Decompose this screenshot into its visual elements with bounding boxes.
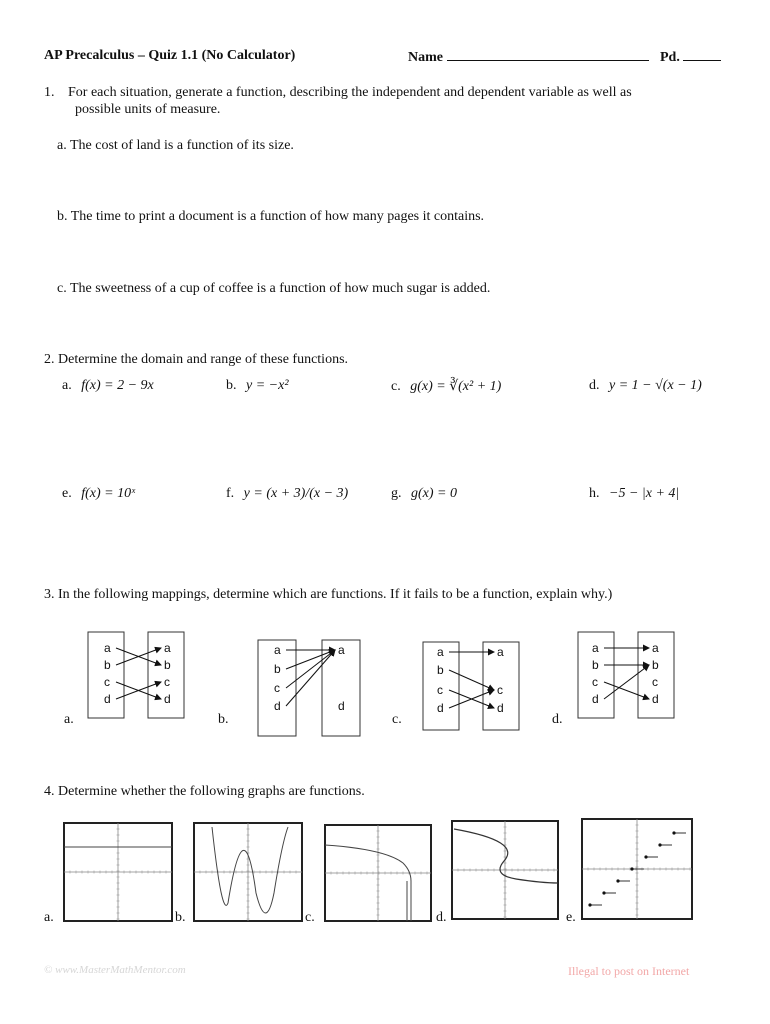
q2-item-h	[589, 486, 679, 502]
mapping-a-range-a: a	[164, 641, 171, 655]
q2-label-b: b.	[226, 378, 237, 393]
q2-label-f: f.	[226, 486, 235, 501]
period-blank[interactable]	[683, 48, 721, 61]
q2-item-a	[62, 378, 154, 394]
period-field[interactable]	[660, 48, 721, 66]
mapping-b-domain-b: b	[274, 662, 281, 676]
q1-number: 1.	[44, 85, 55, 100]
name-field[interactable]	[408, 48, 649, 66]
graph-e-step-dot	[616, 879, 619, 882]
mapping-a-range-b: b	[164, 658, 171, 672]
mapping-c-arrow-b	[449, 670, 494, 690]
q2-expr-c: g(x) = ∛(x² + 1)	[410, 379, 502, 394]
q2-item-d	[589, 378, 702, 394]
q4-label-b: b.	[175, 910, 186, 925]
mapping-a-domain-d: d	[104, 692, 111, 706]
q1-item-a: a. The cost of land is a function of its size.	[57, 138, 294, 153]
mapping-a-domain-b: b	[104, 658, 111, 672]
graph-e-step-dot	[644, 855, 647, 858]
mapping-a-range-c: c	[164, 675, 170, 689]
q2-expr-b: y = −x²	[246, 378, 289, 393]
graph-e-step-dot	[658, 843, 661, 846]
q2-expr-a: f(x) = 2 − 9x	[81, 378, 154, 393]
quiz-title: AP Precalculus – Quiz 1.1 (No Calculator)	[44, 48, 296, 63]
q4-label-c: c.	[305, 910, 315, 925]
q2-expr-f: y = (x + 3)/(x − 3)	[243, 486, 349, 501]
mapping-d-domain-a: a	[592, 641, 599, 655]
q2-label-e: e.	[62, 486, 72, 501]
mapping-b-domain-d: d	[274, 699, 281, 713]
mapping-d-range-a: a	[652, 641, 659, 655]
q2-label-g: g.	[391, 486, 402, 501]
graph-e-step-dot	[630, 867, 633, 870]
mapping-b-arrow-d	[286, 650, 335, 706]
q4-label-e: e.	[566, 910, 576, 925]
q2-item-e	[62, 486, 135, 502]
mapping-c-range-a: a	[497, 645, 504, 659]
mapping-c-domain-b: b	[437, 663, 444, 677]
q2-expr-e: f(x) = 10ˣ	[81, 486, 136, 501]
mapping-d-range-d: d	[652, 692, 659, 706]
graph-e-step-dot	[672, 831, 675, 834]
q1-prompt-line1: For each situation, generate a function, describing the independent and dependent variable as well as	[68, 85, 632, 100]
q3-label-c: c.	[392, 712, 402, 727]
q3-label-a: a.	[64, 712, 74, 727]
q3-label-d: d.	[552, 712, 563, 727]
mapping-c-range-c: c	[497, 683, 503, 697]
q2-label-c: c.	[391, 379, 401, 394]
q2-label-h: h.	[589, 486, 600, 501]
q4-prompt: 4. Determine whether the following graphs are functions.	[44, 784, 365, 799]
footer-copyright: © www.MasterMathMentor.com	[44, 964, 186, 976]
q3-prompt: 3. In the following mappings, determine which are functions. If it fails to be a function, explain why.)	[44, 587, 613, 602]
mapping-d-range-c: c	[652, 675, 658, 689]
q1-item-b: b. The time to print a document is a function of how many pages it contains.	[57, 209, 485, 224]
mapping-c-domain-d: d	[437, 701, 444, 715]
mapping-c-domain-a: a	[437, 645, 444, 659]
q1-item-c: c. The sweetness of a cup of coffee is a function of how much sugar is added.	[57, 281, 491, 296]
mapping-d-domain-b: b	[592, 658, 599, 672]
q2-label-d: d.	[589, 378, 600, 393]
q4-label-a: a.	[44, 910, 54, 925]
footer-notice: Illegal to post on Internet	[568, 964, 690, 978]
mapping-c-range-d: d	[497, 701, 504, 715]
q2-item-b	[226, 378, 289, 394]
q2-expr-h: −5 − |x + 4|	[609, 486, 680, 501]
mapping-d-domain-d: d	[592, 692, 599, 706]
mapping-a-domain-c: c	[104, 675, 110, 689]
graph-e-step-dot	[588, 903, 591, 906]
mapping-d-domain-c: c	[592, 675, 598, 689]
q1-prompt-line2: possible units of measure.	[75, 102, 221, 117]
mapping-b-range-a: a	[338, 643, 345, 657]
mapping-b-range-d: d	[338, 699, 345, 713]
mapping-b-arrow-c	[286, 650, 335, 688]
mapping-d-range-b: b	[652, 658, 659, 672]
mapping-diagrams	[0, 620, 770, 740]
q2-item-c	[391, 378, 501, 395]
mapping-a-range-d: d	[164, 692, 171, 706]
mapping-b-domain-c: c	[274, 681, 280, 695]
q2-expr-d: y = 1 − √(x − 1)	[609, 378, 702, 393]
q2-expr-g: g(x) = 0	[411, 486, 457, 501]
mapping-b-arrow-b	[286, 650, 335, 669]
q2-label-a: a.	[62, 378, 72, 393]
q2-item-g	[391, 486, 457, 502]
mapping-b-domain-a: a	[274, 643, 281, 657]
mapping-d-arrow-d	[604, 665, 649, 699]
name-blank[interactable]	[447, 48, 649, 61]
name-label: Name	[408, 50, 443, 65]
graph-e-step-dot	[602, 891, 605, 894]
period-label: Pd.	[660, 50, 680, 65]
q2-item-f	[226, 486, 348, 502]
q4-label-d: d.	[436, 910, 447, 925]
q2-prompt: 2. Determine the domain and range of these functions.	[44, 352, 349, 367]
graph-panels	[0, 815, 770, 930]
mapping-a-domain-a: a	[104, 641, 111, 655]
mapping-d-arrow-c	[604, 682, 649, 699]
q3-label-b: b.	[218, 712, 229, 727]
mapping-c-domain-c: c	[437, 683, 443, 697]
